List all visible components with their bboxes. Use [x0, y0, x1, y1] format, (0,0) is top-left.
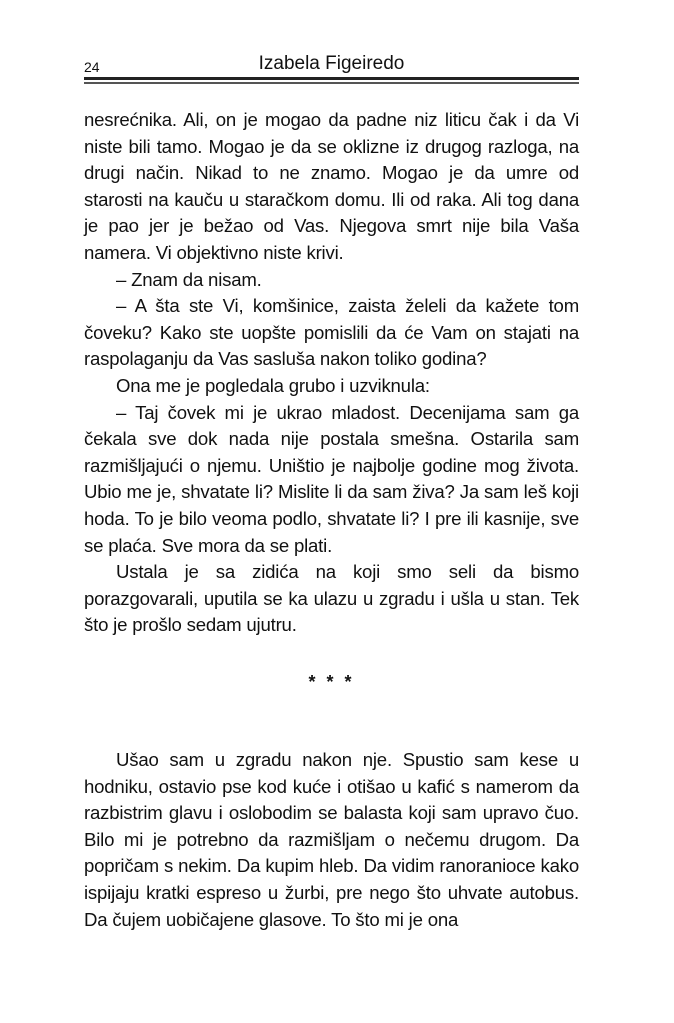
- paragraph: Ustala je sa zidića na koji smo seli da bismo porazgovarali, uputila se ka ulazu u zgradu i ušla u stan. Tek što je prošlo sedam ujutru.: [84, 561, 579, 636]
- running-title: Izabela Figeiredo: [258, 53, 405, 74]
- running-head: [84, 53, 579, 79]
- header-rule-thick: [84, 77, 579, 80]
- paragraph: nesrećnika. Ali, on je mogao da padne niz liticu čak i da Vi niste bili tamo. Mogao je da se oklizne iz drugog razloga, na drugi način. Nikad to ne znamo. Mogao je da umre od starosti na kauču u staračkom domu. Ili od raka. Ali tog dana je pao jer je bežao od Vas. Njegova smrt nije bila Vaša namera. Vi objektivno niste krivi.: [84, 109, 579, 263]
- paragraph: Ona me je pogledala grubo i uzviknula:: [116, 374, 430, 396]
- body-text-section-1: [84, 107, 579, 639]
- section-separator: * * *: [308, 672, 355, 692]
- page-number: 24: [84, 59, 100, 75]
- header-rule-thin: [84, 82, 579, 84]
- paragraph: – Taj čovek mi je ukrao mladost. Decenijama sam ga čekala sve dok nada nije postala smešna. Ostarila sam razmišljajući o njemu. Uništio je najbolje godine mog života. Ubio me je, shvatate li? Mislite li da sam živa? Ja sam leš koji hoda. To je bilo veoma podlo, shvatate li? I pre ili kasnije, sve se plaća. Sve mora da se plati.: [84, 401, 579, 556]
- paragraph: – A šta ste Vi, komšinice, zaista želeli da kažete tom čoveku? Kako ste uopšte pomislili da će Vam on stajati na raspolaganju da Vas sasluša nakon toliko godina?: [84, 295, 579, 370]
- header-rule: [84, 77, 579, 84]
- body-text-section-2: [84, 747, 579, 933]
- paragraph: Ušao sam u zgradu nakon nje. Spustio sam kese u hodniku, ostavio pse kod kuće i otišao u kafić s namerom da razbistrim glavu i oslobodim se balasta koji sam upravo čuo. Bilo mi je potrebno da razmišljam o nečemu drugom. Da popričam s nekim. Da kupim hleb. Da vidim ranoranioce kako ispijaju kratki espreso u žurbi, pre nego što uhvate autobus. Da čujem uobičajene glasove. To što mi je ona: [84, 749, 579, 930]
- paragraph: – Znam da nisam.: [116, 268, 262, 290]
